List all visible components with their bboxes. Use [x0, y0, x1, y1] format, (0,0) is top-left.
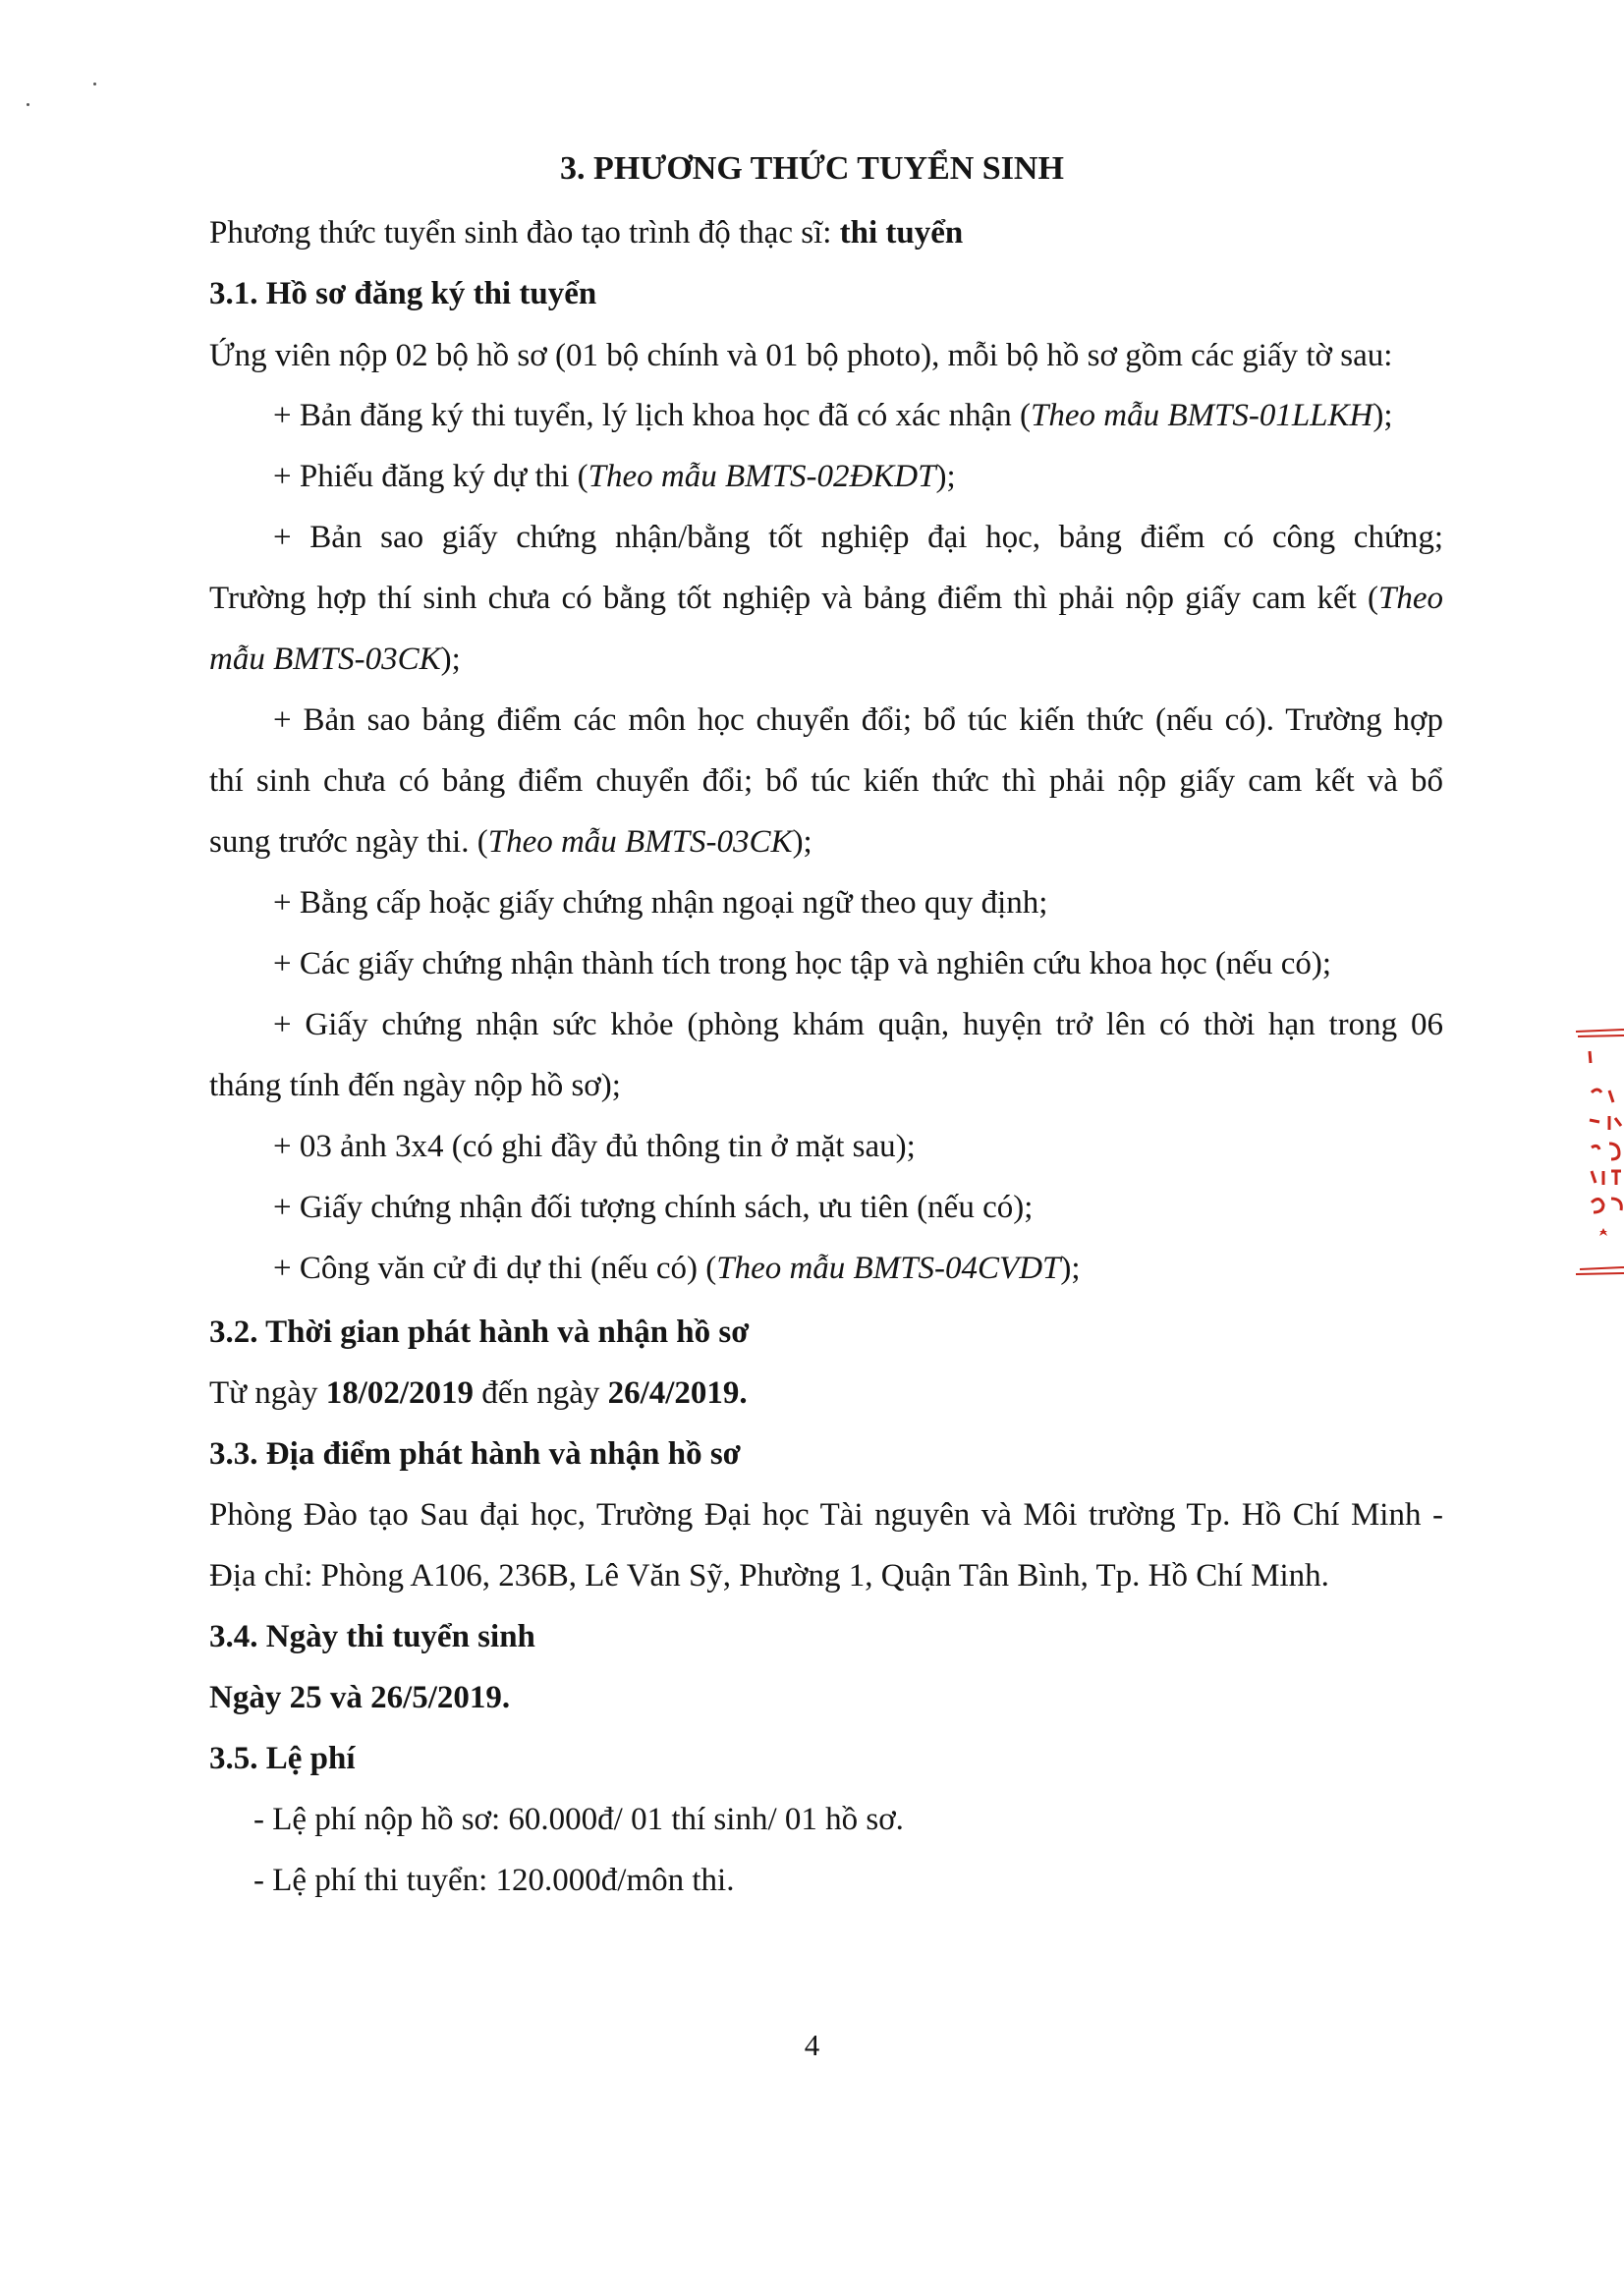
subsection-3-4-title: 3.4. Ngày thi tuyển sinh [209, 1619, 535, 1654]
fee-item: - Lệ phí nộp hồ sơ: 60.000đ/ 01 thí sinh/ 01 hồ sơ. [253, 1802, 904, 1837]
list-item-continuation [209, 579, 1443, 618]
subsection-3-2-title: 3.2. Thời gian phát hành và nhận hồ sơ [209, 1314, 750, 1350]
location-line: Phòng Đào tạo Sau đại học, Trường Đại học Tài nguyên và Môi trường Tp. Hồ Chí Minh - [209, 1497, 1443, 1533]
form-code: Theo mẫu BMTS-03CK [487, 824, 793, 860]
method-paragraph [209, 213, 1443, 252]
address-line: Địa chỉ: Phòng A106, 236B, Lê Văn Sỹ, Phường 1, Quận Tân Bình, Tp. Hồ Chí Minh. [209, 1558, 1329, 1594]
list-item: + 03 ảnh 3x4 (có ghi đầy đủ thông tin ở mặt sau); [273, 1129, 916, 1164]
item-text: ); [1060, 1251, 1081, 1286]
list-item: + Bằng cấp hoặc giấy chứng nhận ngoại ngữ theo quy định; [273, 885, 1048, 921]
subsection-3-5-title: 3.5. Lệ phí [209, 1741, 356, 1776]
exam-date: Ngày 25 và 26/5/2019. [209, 1680, 511, 1715]
end-date: 26/4/2019. [607, 1375, 748, 1411]
list-item [273, 457, 1443, 496]
list-item: + Giấy chứng nhận đối tượng chính sách, ưu tiên (nếu có); [273, 1190, 1034, 1225]
item-text: ); [1372, 398, 1393, 433]
method-text: Phương thức tuyển sinh đào tạo trình độ thạc sĩ: [209, 215, 840, 251]
form-code: Theo [1378, 581, 1443, 616]
list-item: + Giấy chứng nhận sức khỏe (phòng khám quận, huyện trở lên có thời hạn trong 06 [273, 1007, 1443, 1042]
list-item-continuation [209, 822, 1443, 862]
period-text: Từ ngày [209, 1375, 326, 1411]
item-text: + Bản đăng ký thi tuyển, lý lịch khoa học đã có xác nhận ( [273, 398, 1031, 433]
start-date: 18/02/2019 [325, 1375, 475, 1411]
page-number: 4 [804, 2028, 820, 2062]
form-code: Theo mẫu BMTS-04CVDT [716, 1251, 1061, 1286]
fee-item: - Lệ phí thi tuyển: 120.000đ/môn thi. [253, 1863, 735, 1898]
dossier-lead: Ứng viên nộp 02 bộ hồ sơ (01 bộ chính và 01 bộ photo), mỗi bộ hồ sơ gồm các giấy tờ sau: [209, 338, 1393, 373]
form-code: Theo mẫu BMTS-01LLKH [1031, 398, 1373, 433]
list-item [273, 396, 1443, 435]
list-item: + Các giấy chứng nhận thành tích trong học tập và nghiên cứu khoa học (nếu có); [273, 946, 1332, 981]
section-heading: 3. PHƯƠNG THỨC TUYỂN SINH [560, 150, 1064, 187]
method-value: thi tuyển [839, 215, 964, 251]
list-item [273, 1249, 1443, 1288]
form-code: mẫu BMTS-03CK [209, 642, 441, 677]
issue-period [209, 1373, 1443, 1413]
scan-speck [93, 83, 96, 85]
list-item: + Bản sao giấy chứng nhận/bằng tốt nghiệp đại học, bảng điểm có công chứng; [273, 520, 1443, 555]
list-item: + Bản sao bảng điểm các môn học chuyển đổi; bổ túc kiến thức (nếu có). Trường hợp [273, 702, 1443, 738]
list-item-continuation [209, 640, 1443, 679]
subsection-3-3-title: 3.3. Địa điểm phát hành và nhận hồ sơ [209, 1436, 741, 1472]
item-text: + Phiếu đăng ký dự thi ( [273, 459, 588, 494]
period-text: đến ngày [474, 1375, 608, 1411]
list-item-continuation: thí sinh chưa có bảng điểm chuyển đổi; bổ túc kiến thức thì phải nộp giấy cam kết và bổ [209, 763, 1443, 799]
item-text: + Công văn cử đi dự thi (nếu có) ( [273, 1251, 717, 1286]
item-text: ); [935, 459, 956, 494]
subsection-3-1-title: 3.1. Hồ sơ đăng ký thi tuyển [209, 276, 597, 311]
item-text: ); [792, 824, 812, 860]
scan-speck [27, 103, 29, 106]
red-stamp-fragment [1570, 1022, 1624, 1316]
form-code: Theo mẫu BMTS-02ĐKDT [588, 459, 936, 494]
item-text: Trường hợp thí sinh chưa có bằng tốt nghiệp và bảng điểm thì phải nộp giấy cam kết ( [209, 581, 1378, 616]
item-text: sung trước ngày thi. ( [209, 824, 488, 860]
item-text: ); [440, 642, 461, 677]
list-item-continuation: tháng tính đến ngày nộp hồ sơ); [209, 1068, 621, 1103]
